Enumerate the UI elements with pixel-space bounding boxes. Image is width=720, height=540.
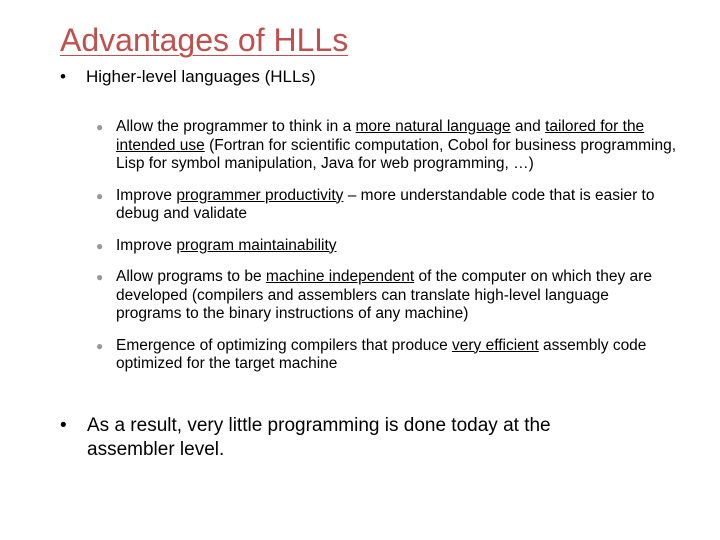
underlined-phrase: more natural language — [355, 118, 511, 135]
sub-bullet-item — [96, 337, 676, 374]
sub-bullet-dot: ● — [96, 188, 104, 203]
sub-bullet-dot: ● — [96, 338, 104, 353]
text-segment: Emergence of optimizing compilers that produce — [116, 336, 452, 354]
sub-bullet-text — [116, 337, 646, 373]
text-segment: Allow programs to be — [116, 268, 266, 285]
underlined-phrase: tailored for the intended use — [116, 118, 645, 154]
sub-bullet-text — [116, 187, 654, 223]
bullet-higher-level-languages — [60, 66, 316, 88]
sub-bullet-dot: ● — [96, 238, 104, 253]
text-segment: – more understandable code that is easier to debug and validate — [116, 186, 655, 222]
sub-bullet-list — [96, 118, 676, 374]
sub-bullet-item — [96, 187, 676, 224]
text-segment: and — [510, 118, 546, 135]
text-segment: Improve — [116, 186, 177, 204]
text-segment: Improve — [116, 236, 177, 254]
underlined-phrase: program maintainability — [176, 236, 337, 254]
underlined-phrase: very efficient — [452, 336, 539, 354]
sub-bullet-dot: ● — [96, 270, 104, 284]
sub-bullet-text — [116, 268, 652, 322]
sub-bullet-item — [96, 118, 676, 174]
text-segment: (Fortran for scientific computation, Cobol for business programming, Lisp for symbol manipulation, Java for web programming, …) — [116, 136, 677, 172]
text-segment: assembly code optimized for the target machine — [116, 336, 647, 372]
bullet-text: As a result, very little programming is done today at the assembler level. — [87, 415, 551, 460]
sub-bullet-item — [96, 237, 676, 256]
bullet-dot: • — [60, 415, 67, 436]
bullet-text: Higher-level languages (HLLs) — [86, 67, 316, 86]
sub-bullet-text — [116, 237, 337, 254]
text-segment: Allow the programmer to think in a — [116, 118, 356, 135]
underlined-phrase: programmer productivity — [176, 186, 344, 204]
underlined-phrase: machine independent — [265, 268, 415, 285]
bullet-dot: • — [60, 67, 66, 86]
sub-bullet-dot: ● — [96, 120, 104, 134]
bullet-conclusion — [60, 414, 620, 462]
sub-bullet-item — [96, 268, 676, 324]
slide-title: Advantages of HLLs — [60, 22, 349, 58]
sub-bullet-text — [116, 118, 676, 172]
text-segment: of the computer on which they are developed (compilers and assemblers can translate high-level language programs to the binary instructions of any machine) — [116, 268, 652, 322]
